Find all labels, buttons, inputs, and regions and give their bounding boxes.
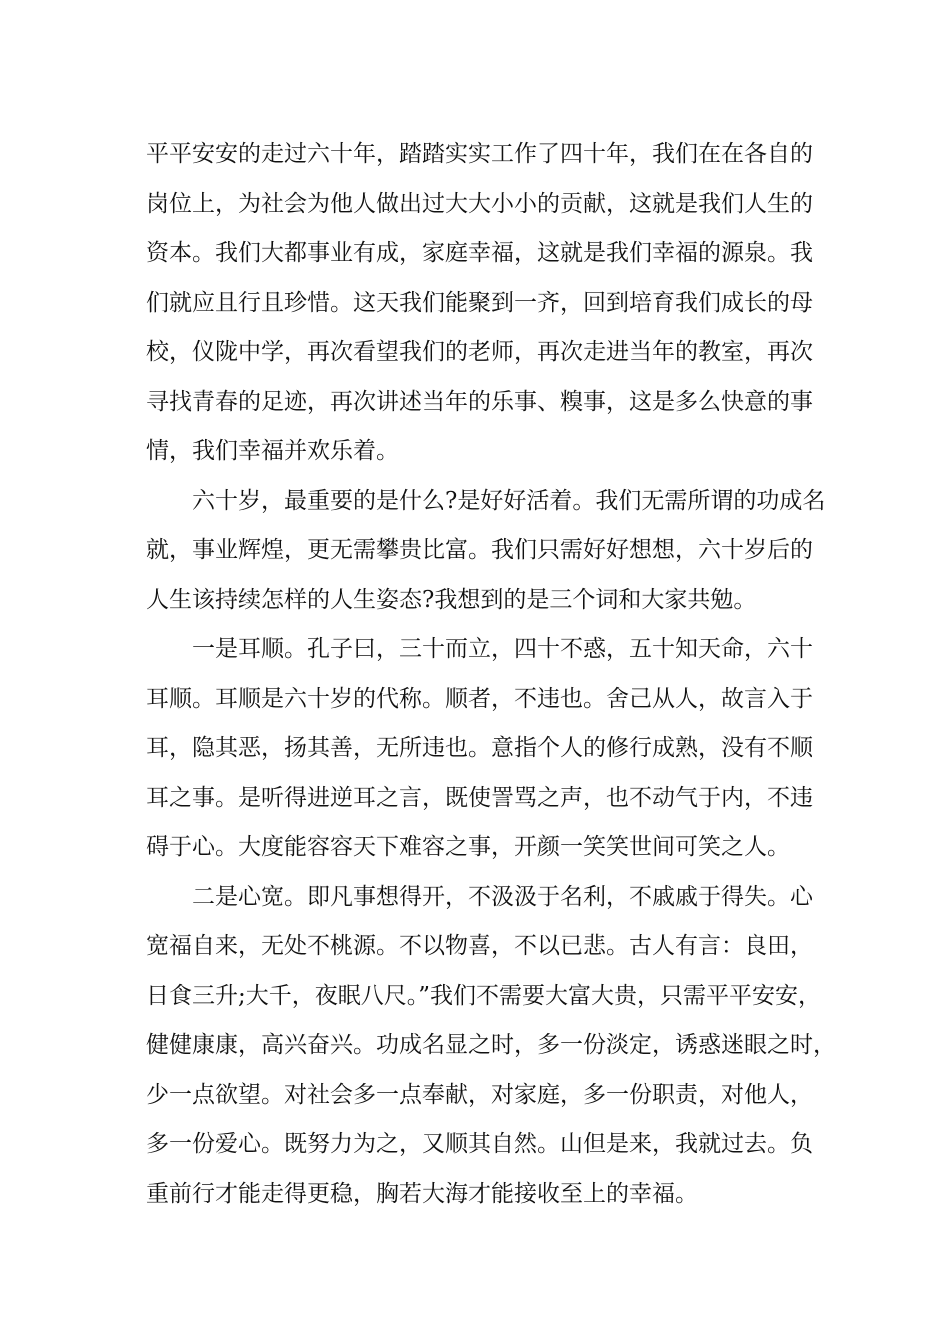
text-line: 碍于心。大度能容容天下难容之事，开颜一笑笑世间可笑之人。 bbox=[146, 834, 790, 860]
text-line: 寻找青春的足迹，再次讲述当年的乐事、糗事，这是多么快意的事 bbox=[146, 388, 813, 415]
text-line: 校，仪陇中学，再次看望我们的老师，再次走进当年的教室，再次 bbox=[146, 339, 813, 365]
text-line: 资本。我们大都事业有成，家庭幸福，这就是我们幸福的源泉。我 bbox=[146, 240, 813, 266]
document-body bbox=[146, 130, 846, 1219]
text-line: 情，我们幸福并欢乐着。 bbox=[146, 438, 399, 464]
text-line: 重前行才能走得更稳，胸若大海才能接收至上的幸福。 bbox=[146, 1180, 698, 1207]
text-line: 日食三升;大千，夜眠八尺。”我们不需要大富大贵，只需平平安安， bbox=[146, 982, 822, 1009]
text-line: 六十岁，最重要的是什么?是好好活着。我们无需所谓的功成名 bbox=[192, 487, 826, 514]
text-line: 少一点欲望。对社会多一点奉献，对家庭，多一份职责，对他人， bbox=[146, 1081, 813, 1108]
paragraph-4 bbox=[146, 873, 846, 1220]
text-line: 平平安安的走过六十年，踏踏实实工作了四十年，我们在在各自的 bbox=[146, 141, 813, 167]
text-line: 二是心宽。即凡事想得开，不汲汲于名利，不戚戚于得失。心 bbox=[192, 883, 813, 910]
text-line: 宽福自来，无处不桃源。不以物喜，不以已悲。古人有言：良田， bbox=[146, 933, 813, 959]
paragraph-1 bbox=[146, 130, 846, 477]
text-line: 耳顺。耳顺是六十岁的代称。顺者，不违也。舍己从人，故言入于 bbox=[146, 685, 813, 712]
text-line: 耳之事。是听得进逆耳之言，既使詈骂之声，也不动气于内，不违 bbox=[146, 784, 813, 811]
text-line: 耳，隐其恶，扬其善，无所违也。意指个人的修行成熟，没有不顺 bbox=[146, 735, 813, 761]
text-line: 岗位上，为社会为他人做出过大大小小的贡献，这就是我们人生的 bbox=[146, 190, 813, 217]
text-line: 健健康康，高兴奋兴。功成名显之时，多一份淡定，诱惑迷眼之时， bbox=[146, 1032, 836, 1058]
text-line: 一是耳顺。孔子曰，三十而立，四十不惑，五十知天命，六十 bbox=[192, 636, 813, 662]
paragraph-2 bbox=[146, 477, 846, 626]
paragraph-3 bbox=[146, 625, 846, 873]
text-line: 人生该持续怎样的人生姿态?我想到的是三个词和大家共勉。 bbox=[146, 586, 757, 613]
text-line: 多一份爱心。既努力为之，又顺其自然。山但是来，我就过去。负 bbox=[146, 1131, 813, 1157]
text-line: 们就应且行且珍惜。这天我们能聚到一齐，回到培育我们成长的母 bbox=[146, 289, 813, 316]
text-line: 就，事业辉煌，更无需攀贵比富。我们只需好好想想，六十岁后的 bbox=[146, 537, 813, 563]
